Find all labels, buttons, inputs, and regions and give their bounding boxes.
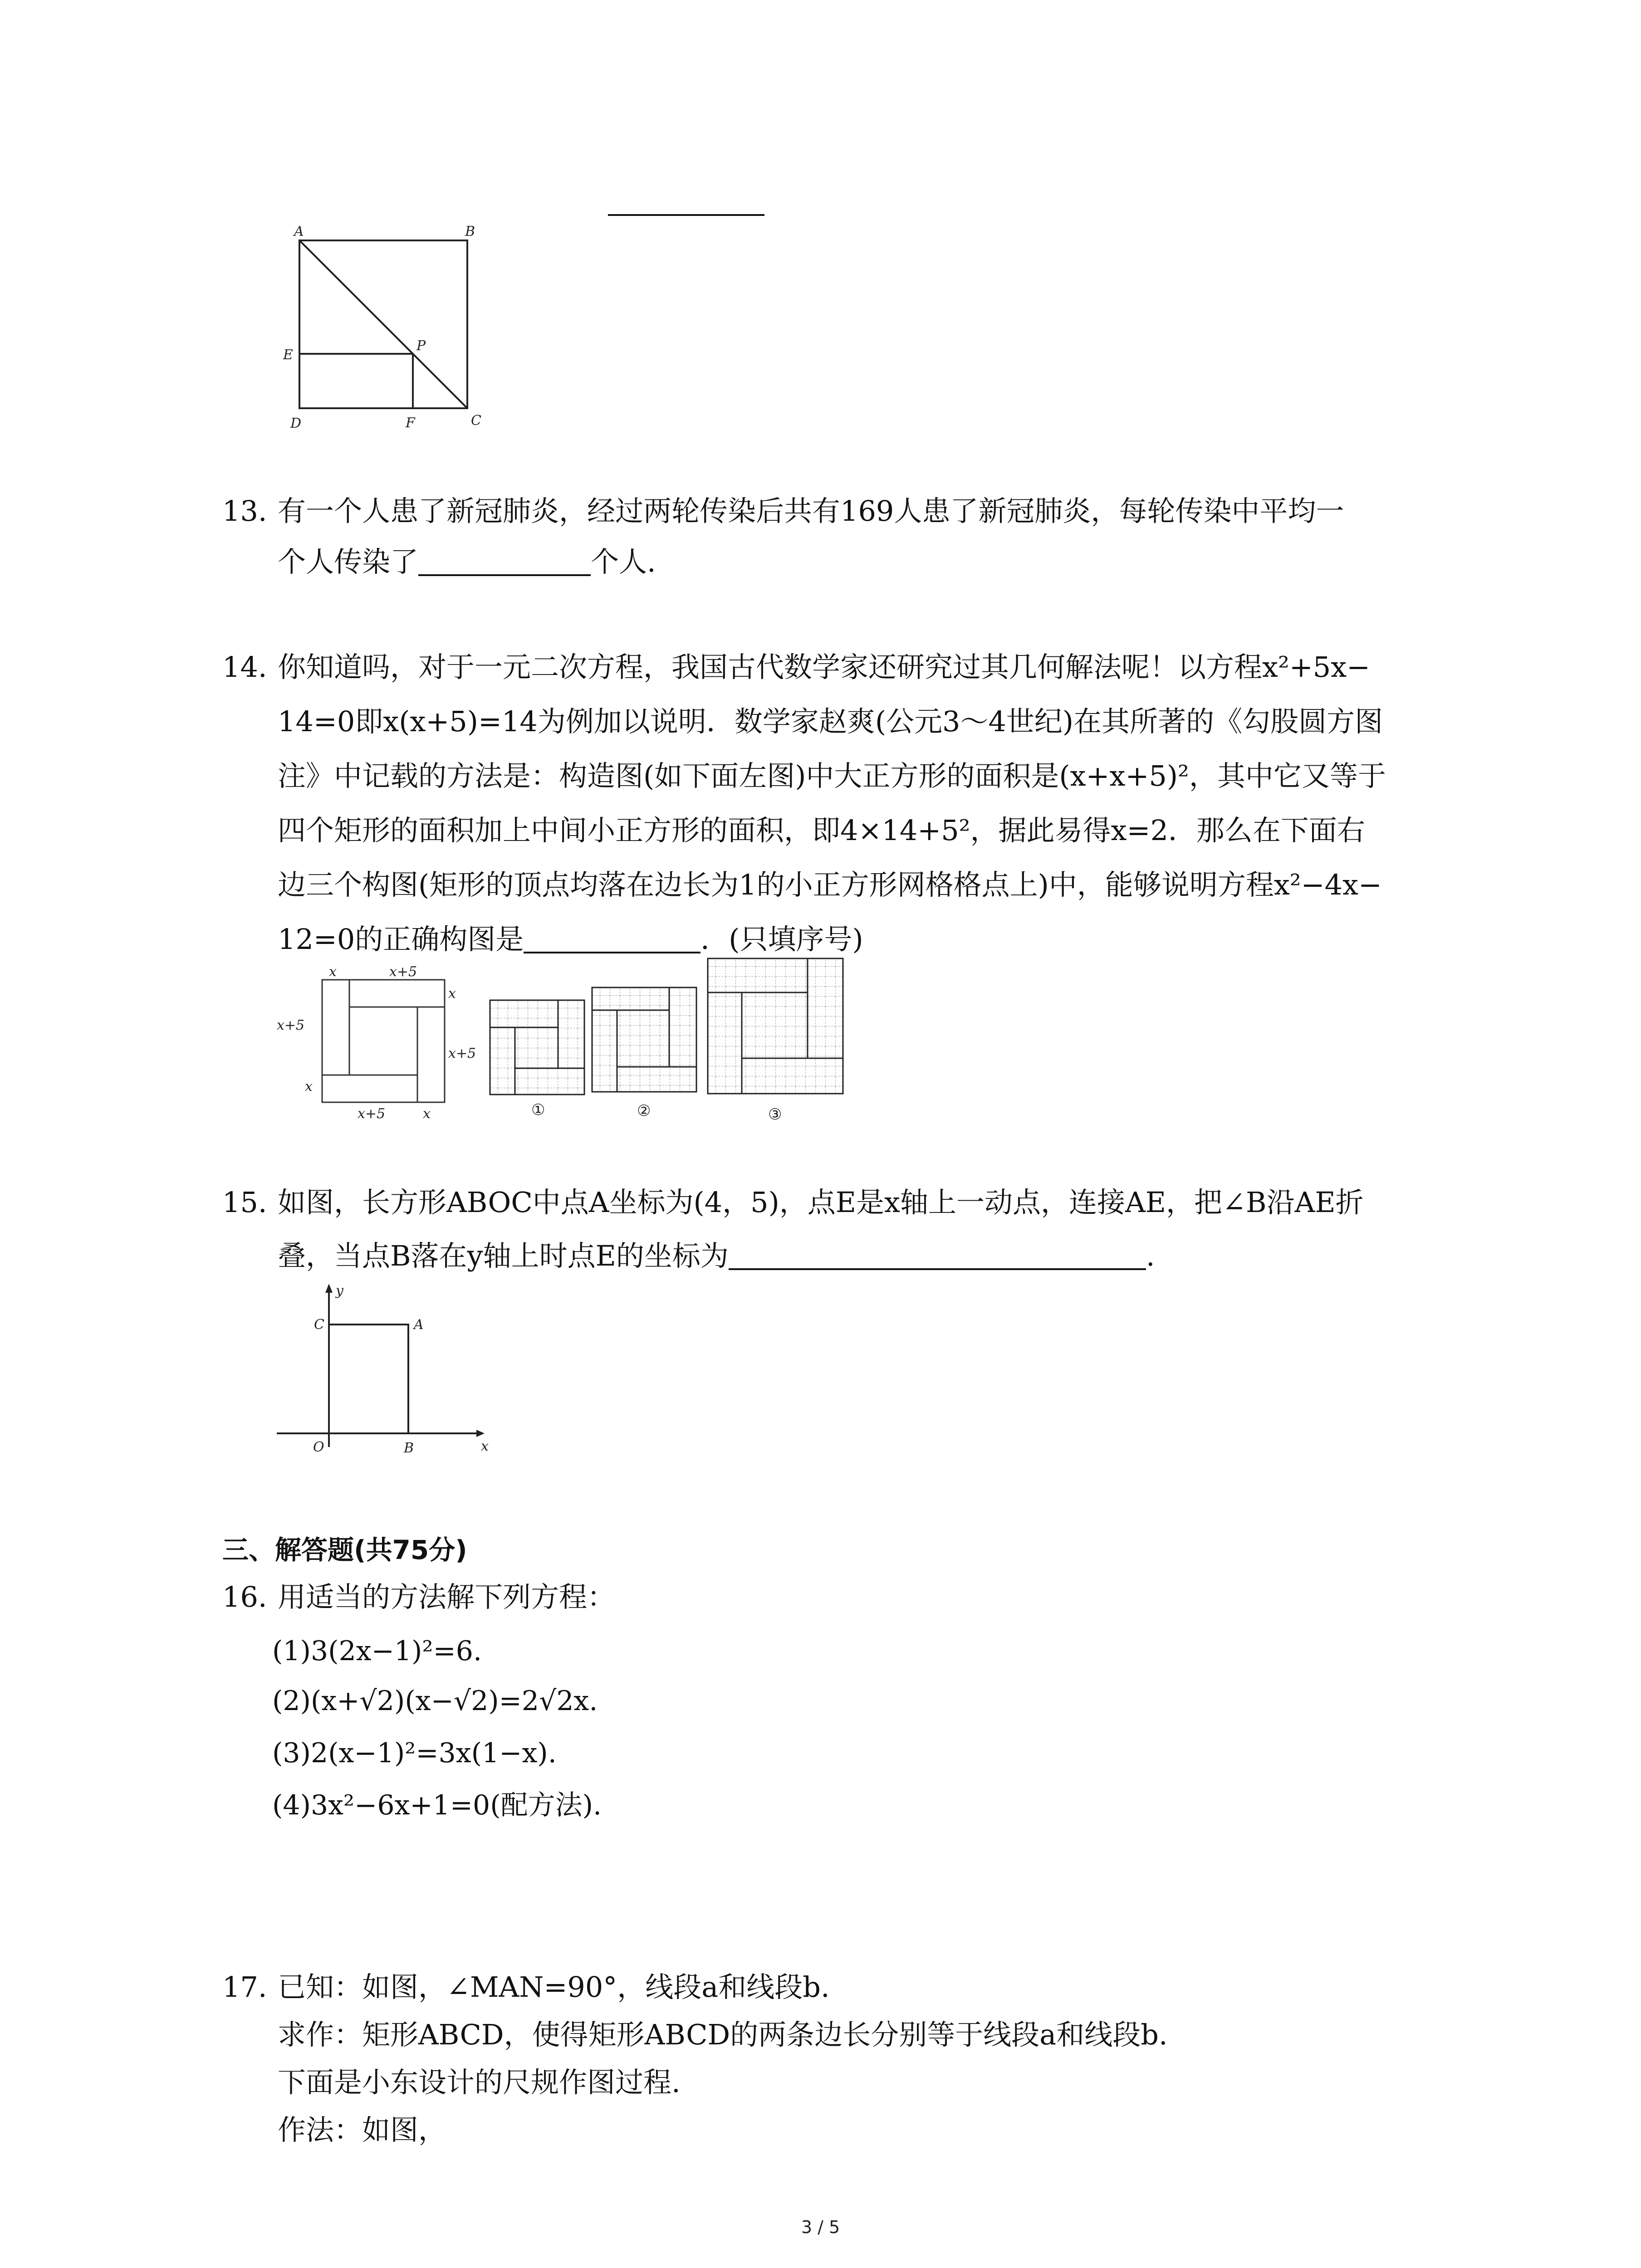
q17-line2: 求作：矩形ABCD，使得矩形ABCD的两条边长分别等于线段a和线段b. — [278, 2018, 1168, 2051]
q17-number: 17. — [222, 1970, 267, 2004]
figure-zhao-shuang — [277, 962, 490, 1125]
q16-item-1: (1)3(2x−1)²=6. — [272, 1635, 482, 1667]
q16-item-3: (3)2(x−1)²=3x(1−x). — [272, 1737, 557, 1769]
label-o: O — [313, 1439, 324, 1455]
q15-line1: 如图，长方形ABOC中点A坐标为(4，5)，点E是x轴上一动点，连接AE，把∠B沿AE折 — [278, 1186, 1364, 1219]
q16-title: 用适当的方法解下列方程： — [278, 1580, 616, 1613]
label-e: E — [283, 347, 293, 363]
label-x-axis: x — [481, 1438, 489, 1454]
figure-square-abcd — [272, 218, 508, 435]
q14-line6 — [278, 923, 863, 956]
q13-answer-blank[interactable] — [418, 548, 591, 576]
label-c: C — [314, 1317, 324, 1333]
q17-line1: 已知：如图，∠MAN=90°，线段a和线段b. — [278, 1970, 830, 2004]
q13-line1: 有一个人患了新冠肺炎，经过两轮传染后共有169人患了新冠肺炎，每轮传染中平均一 — [278, 494, 1344, 528]
q14-text-b: ．(只填序号) — [700, 923, 863, 956]
label-c: C — [471, 413, 481, 429]
figure-coordinate-rectangle — [277, 1284, 495, 1465]
q14-text-a: 12=0的正确构图是 — [278, 923, 524, 956]
label-circle-3: ③ — [768, 1105, 782, 1124]
q14-answer-blank[interactable] — [524, 925, 700, 953]
q14-line3: 注》中记载的方法是：构造图(如下面左图)中大正方形的面积是(x+x+5)²，其中它又等于 — [278, 759, 1386, 792]
q14-number: 14. — [222, 650, 267, 684]
label-x5-left: x+5 — [277, 1017, 305, 1033]
q15-number: 15. — [222, 1186, 267, 1219]
label-circle-1: ① — [531, 1101, 545, 1119]
section-heading: 三、解答题(共75分) — [222, 1535, 467, 1565]
q13-line2 — [278, 545, 656, 578]
label-x-right: x — [448, 986, 456, 1002]
label-a: A — [294, 224, 304, 240]
q16-item-2: (2)(x+√2)(x−√2)=2√2x. — [272, 1685, 598, 1717]
label-x-top: x — [329, 964, 337, 980]
label-circle-2: ② — [637, 1102, 651, 1120]
label-b: B — [404, 1440, 414, 1456]
q13-number: 13. — [222, 494, 267, 528]
label-x5-right: x+5 — [448, 1046, 476, 1061]
q15-text-b: . — [1146, 1239, 1155, 1272]
label-p: P — [416, 338, 426, 354]
q13-text-a: 个人传染了 — [278, 545, 419, 578]
label-y-axis: y — [336, 1283, 343, 1299]
page-number: 3 / 5 — [801, 2217, 840, 2237]
label-x5-bottom: x+5 — [358, 1106, 386, 1122]
q15-text-a: 叠，当点B落在y轴上时点E的坐标为 — [278, 1239, 729, 1272]
label-a: A — [414, 1317, 424, 1333]
q14-line2: 14=0即x(x+5)=14为例加以说明．数学家赵爽(公元3～4世纪)在其所著的《勾股圆方图 — [278, 705, 1383, 738]
q16-item-4: (4)3x²−6x+1=0(配方法). — [272, 1789, 602, 1821]
figure-grid-3 — [705, 956, 846, 1124]
figure-grid-2 — [590, 985, 699, 1121]
q15-answer-blank[interactable] — [729, 1242, 1146, 1270]
label-x5-top: x+5 — [389, 964, 417, 980]
label-f: F — [406, 415, 415, 431]
q14-line1: 你知道吗，对于一元二次方程，我国古代数学家还研究过其几何解法呢！以方程x²+5x− — [278, 650, 1371, 684]
label-x-left: x — [305, 1079, 313, 1095]
q17-line3: 下面是小东设计的尺规作图过程. — [278, 2066, 681, 2099]
q16-number: 16. — [222, 1580, 267, 1613]
q15-line2 — [278, 1239, 1155, 1272]
q14-line5: 边三个构图(矩形的顶点均落在边长为1的小正方形网格格点上)中，能够说明方程x²−4x− — [278, 868, 1382, 901]
q14-line4: 四个矩形的面积加上中间小正方形的面积，即4×14+5²，据此易得x=2．那么在下面右 — [278, 814, 1365, 847]
figure-grid-1 — [488, 998, 588, 1120]
q13-text-b: 个人. — [591, 545, 656, 578]
q17-line4: 作法：如图， — [278, 2113, 447, 2146]
label-d: D — [290, 415, 302, 431]
label-b: B — [465, 224, 475, 240]
answer-blank-q12[interactable] — [608, 214, 764, 216]
label-x-bottom: x — [423, 1106, 431, 1122]
